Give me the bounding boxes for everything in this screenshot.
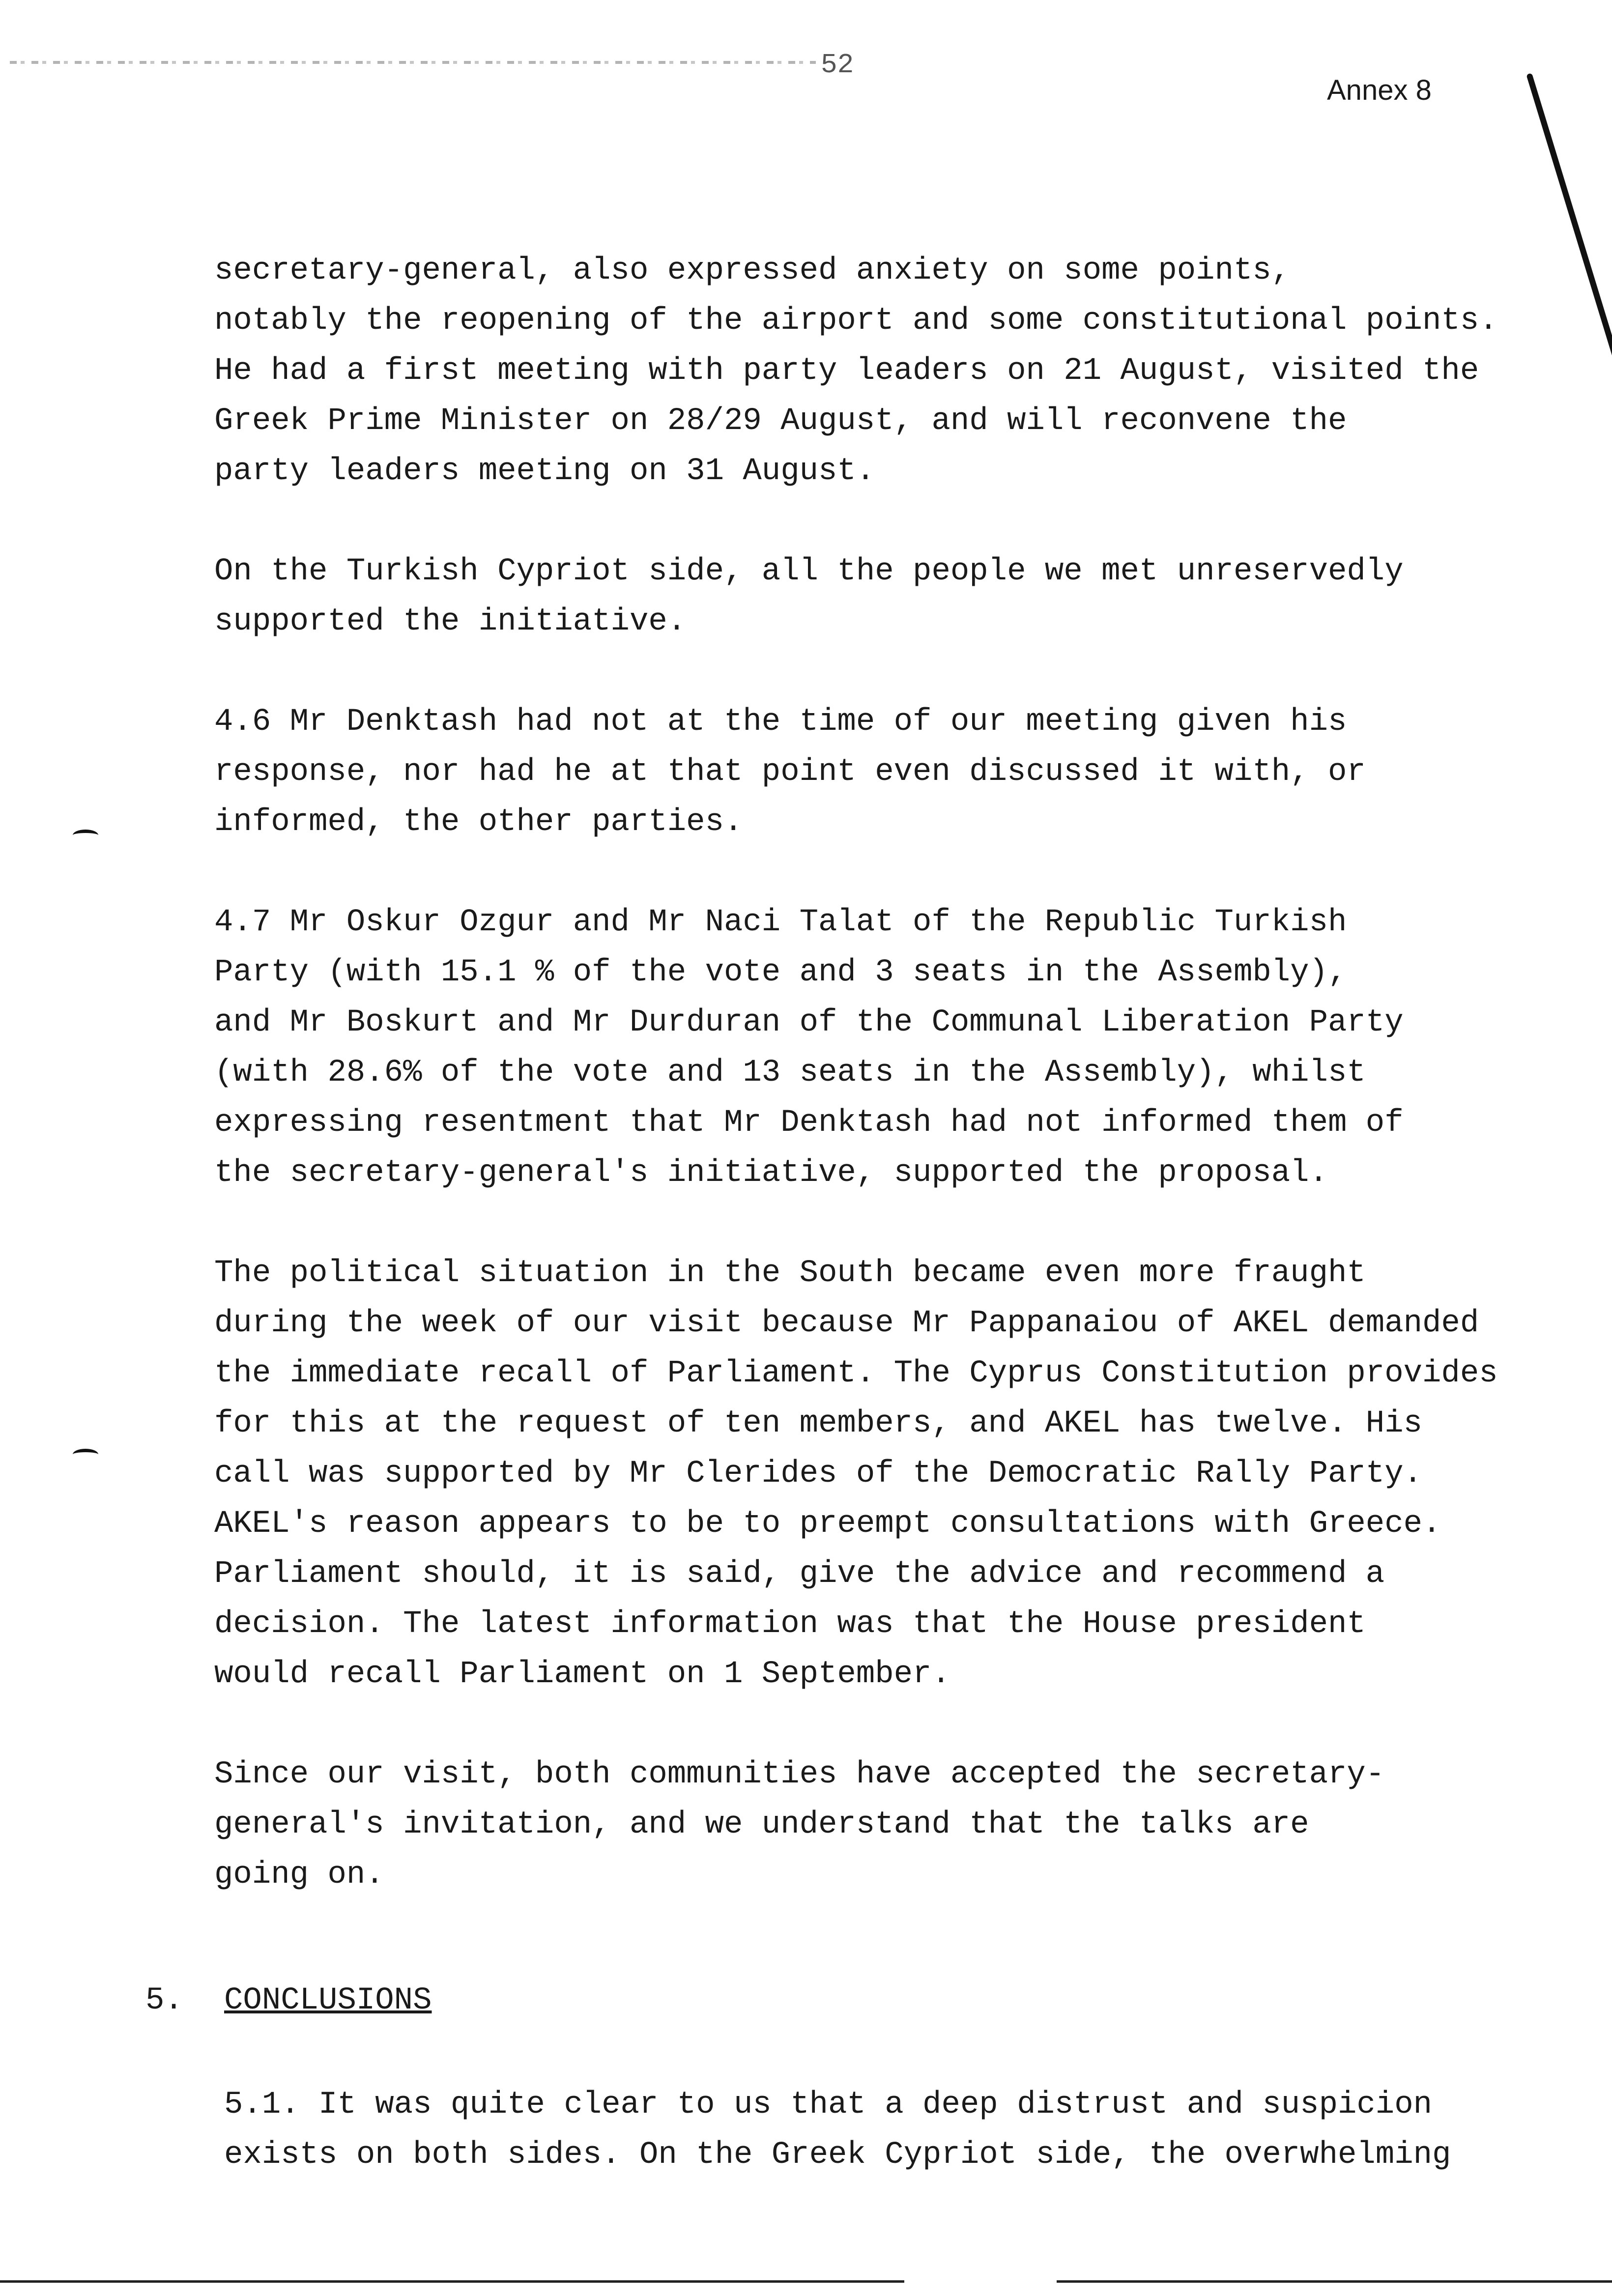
section-number: 5. [145,1983,183,2018]
paragraph-4-7: 4.7 Mr Oskur Ozgur and Mr Naci Talat of the Republic Turkish Party (with 15.1 % of the vote and 3 seats in the Assembly), and Mr Boskurt and Mr Durduran of the Communal Liberation Party (with 28.6% of the vote and 13 seats in the Assembly), whilst expressing resentment that Mr Denktash had not informed them of the secretary-general's initiative, supported the proposal. [214,905,1404,1191]
paragraph-4-6: 4.6 Mr Denktash had not at the time of our meeting given his response, nor had he at that point even discussed it with, or informed, the other parties. [214,704,1366,840]
bottom-rule-left [0,2280,904,2283]
margin-mark [73,830,98,841]
page-number: 52 [821,49,854,81]
annex-label: Annex 8 [1327,74,1432,106]
paragraph-since-our-visit: Since our visit, both communities have accepted the secretary- general's invitation, and we understand that the talks are going on. [214,1757,1385,1893]
section-heading [145,1976,432,2026]
section-title: CONCLUSIONS [224,1983,432,2018]
bottom-rule-right [1057,2280,1612,2283]
paragraph-political-situation: The political situation in the South became even more fraught during the week of our visit because Mr Pappanaiou of AKEL demanded the immediate recall of Parliament. The Cyprus Constitution provides for this at the request of ten members, and AKEL has twelve. His call was supported by Mr Clerides of the Democratic Rally Party. AKEL's reason appears to be to preempt consultations with Greece. Parliament should, it is said, give the advice and recommend a decision. The latest information was that the House president would recall Parliament on 1 September. [214,1256,1498,1692]
paragraph-turkish-cypriot-side: On the Turkish Cypriot side, all the people we met unreservedly supported the initiative. [214,554,1404,639]
scan-artifact-line [10,61,816,64]
margin-mark [73,1449,98,1460]
paragraph-secretary-general-anxiety: secretary-general, also expressed anxiety on some points, notably the reopening of the airport and some constitutional points. He had a first meeting with party leaders on 21 August, visited the Greek Prime Minister on 28/29 August, and will reconvene the party leaders meeting on 31 August. [214,253,1498,489]
paragraph-5-1: 5.1. It was quite clear to us that a deep distrust and suspicion exists on both sides. On the Greek Cypriot side, the overwhelming [224,2087,1451,2173]
body-text [214,246,1600,1950]
